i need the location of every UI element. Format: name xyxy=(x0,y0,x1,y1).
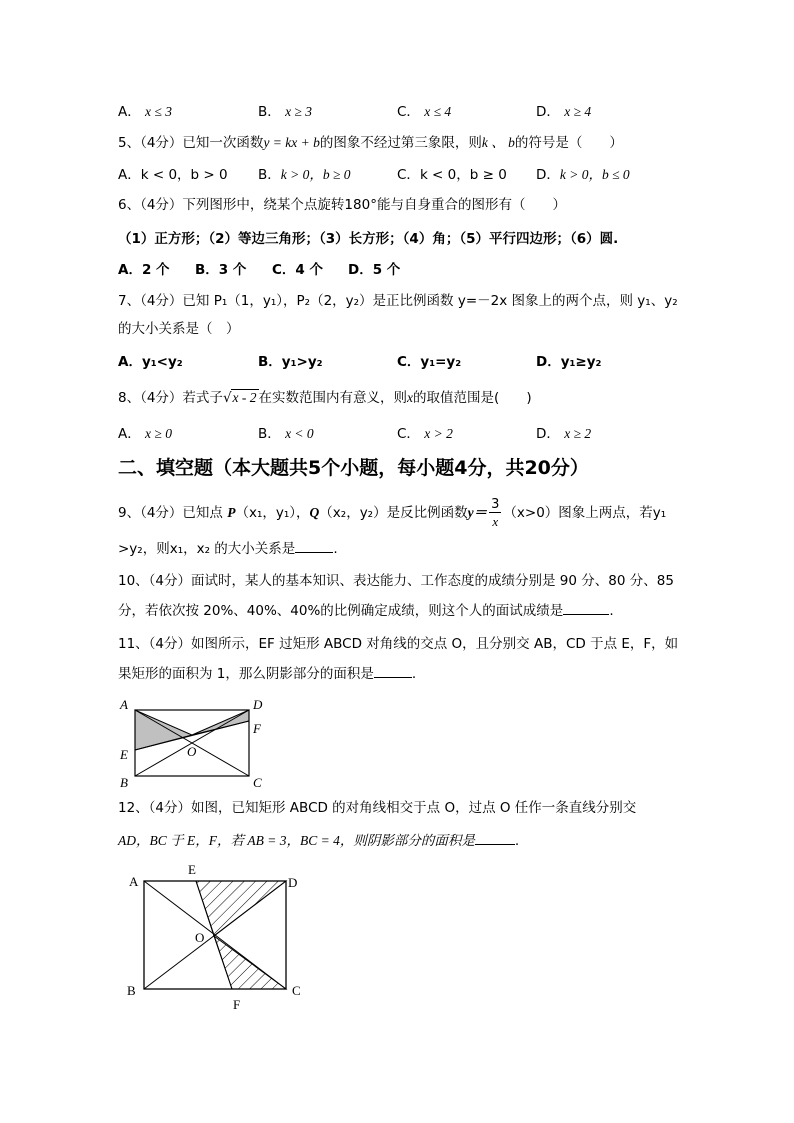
q12-label-o: O xyxy=(195,930,205,945)
q5-stem: 5、（4分）已知一次函数y = kx + b的图象不经过第三象限，则k 、 b的符号是（ ） xyxy=(118,135,623,151)
q5-option-d: D．k > 0，b ≤ 0 xyxy=(536,167,630,183)
q6-items: （1）正方形；（2）等边三角形；（3）长方形；（4）角；（5）平行四边形；（6）圆. xyxy=(118,231,619,247)
q12-figure xyxy=(120,858,320,1018)
q5-option-c: C．k < 0，b ≥ 0 xyxy=(397,167,507,183)
q11-shaded-right xyxy=(192,710,249,735)
section-2-title: 二、填空题（本大题共5个小题，每小题4分，共20分） xyxy=(118,457,589,479)
q6-option-b: B．3 个 xyxy=(195,262,247,278)
q9-stem-line1: 9、（4分）已知点 P（x₁，y₁），Q（x₂，y₂）是反比例函数y＝ $\frac{3}{x}$ （x>0）图象上两点，若y₁ xyxy=(118,497,667,529)
q12-label-d: D xyxy=(288,875,298,890)
q11-label-a: A xyxy=(120,697,128,712)
q10-answer-blank[interactable] xyxy=(563,614,609,615)
q11-figure xyxy=(115,692,275,792)
q11-label-b: B xyxy=(120,775,128,790)
q12-label-c: C xyxy=(292,983,301,998)
q6-option-d: D．5 个 xyxy=(348,262,401,278)
q11-stem-line2: 果矩形的面积为 1，那么阴影部分的面积是 . xyxy=(118,666,417,682)
q8-option-d: D． x ≥ 2 xyxy=(536,426,592,442)
q12-label-b: B xyxy=(127,983,136,998)
q11-stem-line1: 11、（4分）如图所示，EF 过矩形 ABCD 对角线的交点 O，且分别交 AB，CD 于点 E，F，如 xyxy=(118,636,679,652)
q12-stem-line2: AD，BC 于 E，F，若 AB = 3，BC = 4，则阴影部分的面积是 . xyxy=(118,833,520,849)
q7-option-b: B．y₁>y₂ xyxy=(258,354,323,370)
q7-option-a: A．y₁<y₂ xyxy=(118,354,183,370)
q12-stem-line1: 12、（4分）如图，已知矩形 ABCD 的对角线相交于点 O，过点 O 任作一条直线分别交 xyxy=(118,800,637,816)
q9-answer-blank[interactable] xyxy=(295,552,333,553)
q11-label-d: D xyxy=(253,697,263,712)
q9-fraction: $\frac{3}{x}$ xyxy=(491,497,500,529)
q6-option-a: A．2 个 xyxy=(118,262,170,278)
q5-option-b: B．k > 0，b ≥ 0 xyxy=(258,167,351,183)
q12-label-e: E xyxy=(188,862,196,877)
q8-option-b: B． x < 0 xyxy=(258,426,314,442)
q7-stem-line2: 的大小关系是（ ） xyxy=(118,321,240,337)
q11-shaded-left xyxy=(135,710,192,750)
q12-label-f: F xyxy=(233,997,241,1012)
q10-stem-line2: 分，若依次按 20%、40%、40%的比例确定成绩，则这个人的面试成绩是 . xyxy=(118,603,614,619)
q11-label-e: E xyxy=(120,747,128,762)
q8-option-c: C． x > 2 xyxy=(397,426,453,442)
q7-option-d: D．y₁≥y₂ xyxy=(536,354,602,370)
q8-stem: 8、（4分）若式子√x - 2 在实数范围内有意义，则x的取值范围是( ) xyxy=(118,390,532,406)
q10-stem-line1: 10、（4分）面试时，某人的基本知识、表达能力、工作态度的成绩分别是 90 分、80 分、85 xyxy=(118,573,674,589)
q6-option-c: C．4 个 xyxy=(272,262,324,278)
q11-label-c: C xyxy=(253,775,262,790)
q4-option-a: A． x ≤ 3 xyxy=(118,104,172,120)
q7-stem-line1: 7、（4分）已知 P₁（1，y₁），P₂（2，y₂）是正比例函数 y=－2x 图象上的两个点，则 y₁、y₂ xyxy=(118,293,678,309)
q4-option-b: B． x ≥ 3 xyxy=(258,104,312,120)
q7-option-c: C．y₁=y₂ xyxy=(397,354,462,370)
q12-label-a: A xyxy=(129,874,139,889)
q8-option-a: A． x ≥ 0 xyxy=(118,426,172,442)
q4-option-d: D． x ≥ 4 xyxy=(536,104,592,120)
q11-label-o: O xyxy=(187,744,197,759)
q12-answer-blank[interactable] xyxy=(475,844,515,845)
q9-stem-line2: >y₂，则x₁，x₂ 的大小关系是 . xyxy=(118,541,338,557)
q5-option-a: A．k < 0，b > 0 xyxy=(118,167,228,183)
q11-answer-blank[interactable] xyxy=(374,677,412,678)
q4-option-c: C． x ≤ 4 xyxy=(397,104,452,120)
q12-shaded-top xyxy=(196,881,286,936)
q6-stem: 6、（4分）下列图形中，绕某个点旋转180°能与自身重合的图形有（ ） xyxy=(118,197,566,213)
q11-label-f: F xyxy=(253,721,261,736)
